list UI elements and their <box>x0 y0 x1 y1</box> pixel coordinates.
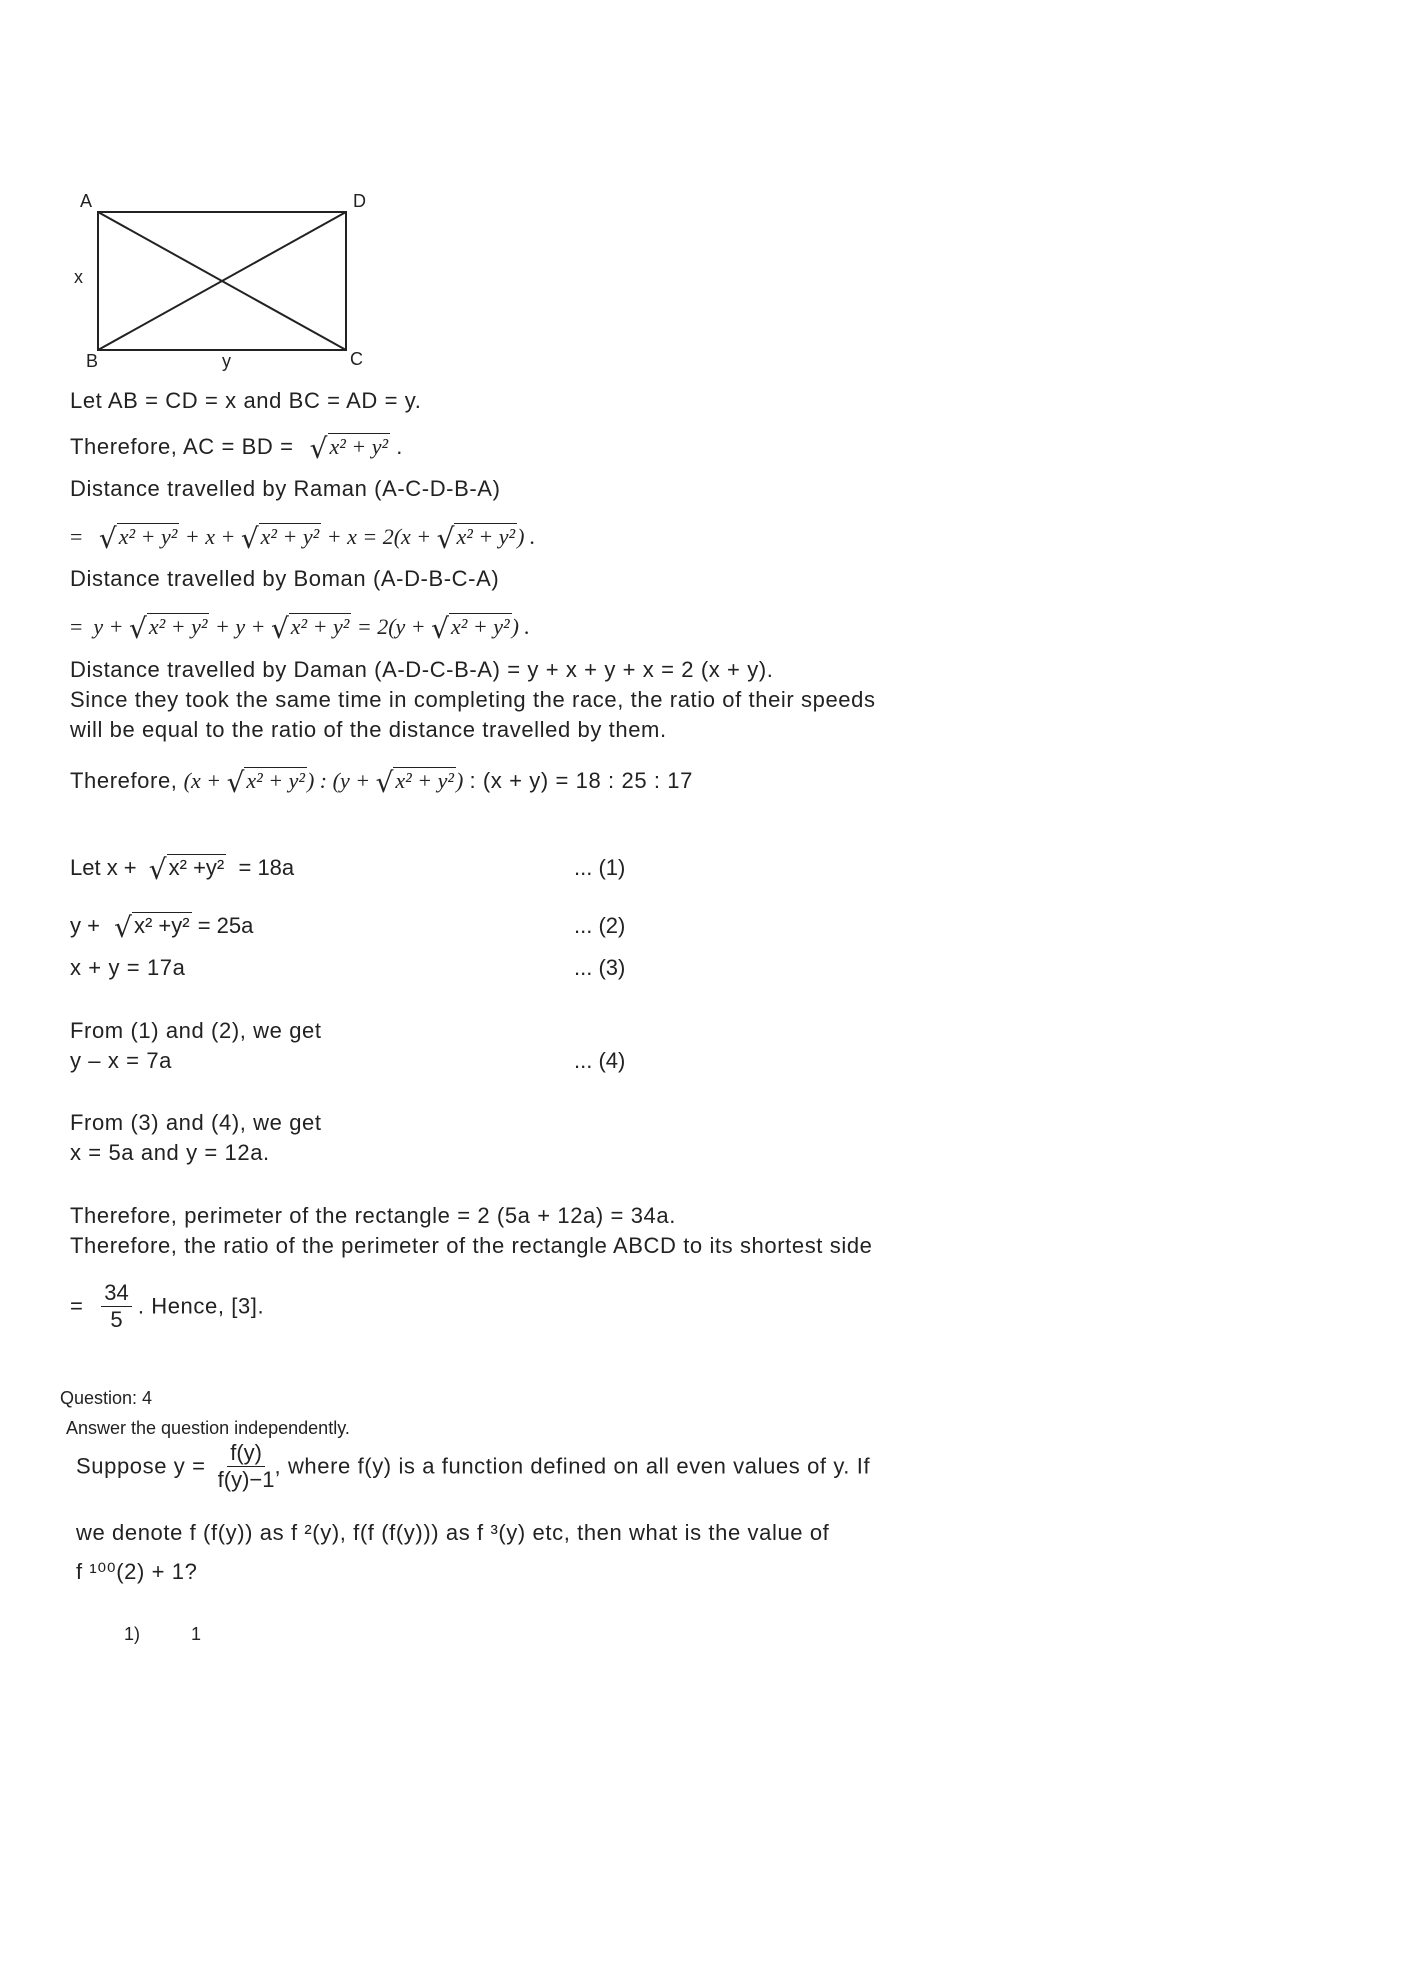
answer-text: . Hence, [3]. <box>137 1293 265 1319</box>
solution-xy: x = 5a and y = 12a. <box>70 1140 270 1165</box>
equation-1: Let x + √x² +y² = 18a <box>70 853 295 886</box>
from-1-2-line: From (1) and (2), we get <box>70 1018 322 1043</box>
rectangle-figure <box>60 185 390 375</box>
ratio-equation-prefix: Therefore, <box>70 768 178 793</box>
question-line-1-suffix: , where f(y) is a function defined on all even values of y. If <box>274 1453 871 1479</box>
solution-line-7: will be equal to the ratio of the distance travelled by them. <box>70 717 667 742</box>
equation-3: x + y = 17a <box>70 955 186 980</box>
question-fraction-numerator: f(y) <box>227 1440 265 1467</box>
solution-line-5: Distance travelled by Daman (A-D-C-B-A) = y + x + y + x = 2 (x + y). <box>70 657 774 682</box>
solution-line-6: Since they took the same time in completing the race, the ratio of their speeds <box>70 687 876 712</box>
solution-line-3: Distance travelled by Raman (A-C-D-B-A) <box>70 476 501 501</box>
equation-4: y – x = 7a <box>70 1048 173 1073</box>
option-1-label[interactable]: 1) <box>124 1624 141 1644</box>
equation-1-number: ... (1) <box>574 855 626 880</box>
question-fraction-denominator: f(y)−1 <box>217 1467 275 1492</box>
equation-2: y + √x² +y² = 25a <box>70 911 254 944</box>
ratio-equation: Therefore, (x + √x² + y²) : (y + √x² + y²) : (x + y) = 18 : 25 : 17 <box>70 766 693 799</box>
question-line-3: f ¹⁰⁰(2) + 1? <box>76 1559 198 1584</box>
vertex-c-label: C <box>350 349 363 369</box>
answer-denominator: 5 <box>110 1307 123 1332</box>
solution-line-4: Distance travelled by Boman (A-D-B-C-A) <box>70 566 500 591</box>
equation-1-prefix: Let x + <box>70 855 137 880</box>
final-answer: = $\frac{34}{5}$ . Hence, [3]. <box>70 1280 265 1332</box>
equation-4-number: ... (4) <box>574 1048 626 1073</box>
question-line-1 <box>76 1440 870 1493</box>
side-y-label: y <box>222 351 231 371</box>
option-1-value[interactable]: 1 <box>191 1624 202 1644</box>
ratio-shortest-side-line: Therefore, the ratio of the perimeter of the rectangle ABCD to its shortest side <box>70 1233 873 1258</box>
from-3-4-line: From (3) and (4), we get <box>70 1110 322 1135</box>
vertex-b-label: B <box>86 351 99 371</box>
vertex-d-label: D <box>353 191 366 211</box>
equation-2-prefix: y + <box>70 913 100 938</box>
answer-numerator: 34 <box>101 1280 131 1307</box>
ratio-equation-rest: : (x + y) = 18 : 25 : 17 <box>469 768 693 793</box>
raman-distance-formula: = √x² + y² + x + √x² + y² + x = 2(x + √x² + y²) . <box>70 522 536 555</box>
solution-line-2-text: Therefore, AC = BD = <box>70 434 294 459</box>
question-number: Question: 4 <box>60 1388 153 1408</box>
question-line-1-prefix: Suppose y = <box>76 1453 206 1479</box>
vertex-a-label: A <box>80 191 93 211</box>
equation-3-number: ... (3) <box>574 955 626 980</box>
solution-line-2: Therefore, AC = BD = √x² + y² . <box>70 432 403 465</box>
perimeter-line: Therefore, perimeter of the rectangle = 2 (5a + 12a) = 34a. <box>70 1203 676 1228</box>
side-x-label: x <box>74 267 83 287</box>
boman-distance-formula: = y + √x² + y² + y + √x² + y² = 2(y + √x² + y²) . <box>70 612 530 645</box>
equation-2-rhs: = 25a <box>197 913 254 938</box>
equation-1-rhs: = 18a <box>238 855 295 880</box>
solution-line-1: Let AB = CD = x and BC = AD = y. <box>70 388 422 413</box>
equation-2-number: ... (2) <box>574 913 626 938</box>
question-instruction: Answer the question independently. <box>66 1418 350 1438</box>
question-line-2: we denote f (f(y)) as f ²(y), f(f (f(y))) as f ³(y) etc, then what is the value of <box>76 1520 830 1545</box>
